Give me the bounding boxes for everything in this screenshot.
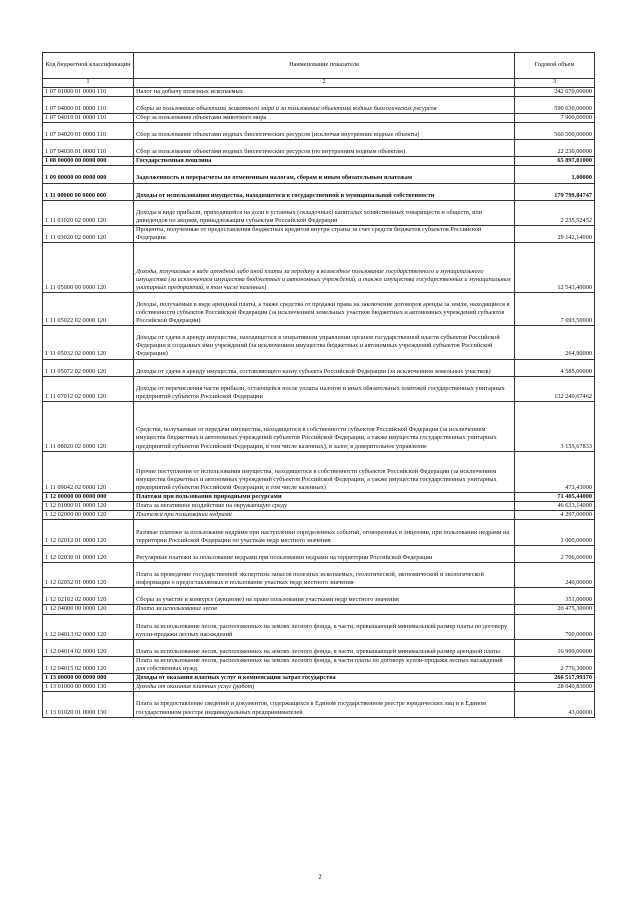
row-code: 1 07 01000 01 0000 110 xyxy=(43,87,134,96)
row-name: Плата за использование лесов, расположенных на землях лесного фонда, в части, превышающей минимальный размер арендной платы xyxy=(134,639,515,656)
row-code: 1 12 04013 02 0000 120 xyxy=(43,614,134,639)
row-amount: 2 706,00000 xyxy=(515,545,595,562)
row-code: 1 11 05000 00 0000 120 xyxy=(43,243,134,293)
column-number-row xyxy=(43,79,595,88)
row-code: 1 07 04010 01 0000 110 xyxy=(43,113,134,122)
row-code: 1 07 04020 01 0000 110 xyxy=(43,122,134,139)
table-row xyxy=(43,614,595,639)
row-code: 1 12 02000 00 0000 120 xyxy=(43,511,134,520)
row-code: 1 11 09042 02 0000 120 xyxy=(43,451,134,493)
row-name: Плата за негативное воздействие на окружающую среду xyxy=(134,502,515,511)
row-name: Государственная пошлина xyxy=(134,157,515,166)
row-amount: 4 297,00000 xyxy=(515,511,595,520)
row-amount: 132 249,67462 xyxy=(515,376,595,401)
row-code: 1 08 00000 00 0000 000 xyxy=(43,157,134,166)
header-code: Код бюджетной классификации xyxy=(43,53,134,79)
row-code: 1 13 01020 01 0000 130 xyxy=(43,692,134,717)
row-amount: 7 693,50000 xyxy=(515,292,595,325)
table-row xyxy=(43,520,595,545)
row-code: 1 13 00000 00 0000 000 xyxy=(43,674,134,683)
row-name: Доходы от перечисления части прибыли, остающейся после уплаты налогов и иных обязательных платежей государственных унитарных предприятий субъектов Российской Федерации xyxy=(134,376,515,401)
table-row xyxy=(43,502,595,511)
row-name: Плата за использование лесов, расположенных на землях лесного фонда, в части платы по договору купли-продажи лесных насаждений для собственных нужд xyxy=(134,656,515,673)
row-name: Платежи при пользовании недрами xyxy=(134,511,515,520)
row-code: 1 12 02012 01 0000 120 xyxy=(43,520,134,545)
table-row xyxy=(43,243,595,293)
row-name: Плата за использование лесов, расположенных на землях лесного фонда, в части, превышающей минимальный размер платы по договору купли-продажи лесных насаждений xyxy=(134,614,515,639)
table-row xyxy=(43,376,595,401)
row-amount: 590 630,00000 xyxy=(515,96,595,113)
row-amount: 473,43000 xyxy=(515,451,595,493)
row-code: 1 12 02102 02 0000 120 xyxy=(43,588,134,605)
table-row xyxy=(43,140,595,157)
table-row xyxy=(43,157,595,166)
row-amount: 1 000,00000 xyxy=(515,520,595,545)
row-code: 1 12 00000 00 0000 000 xyxy=(43,493,134,502)
row-code: 1 12 04014 02 0000 120 xyxy=(43,639,134,656)
row-code: 1 11 05022 02 0000 120 xyxy=(43,292,134,325)
row-code: 1 12 04000 00 0000 120 xyxy=(43,605,134,614)
table-row xyxy=(43,87,595,96)
table-row xyxy=(43,639,595,656)
row-name: Доходы в виде прибыли, приходящейся на доли в уставных (складочных) капиталах хозяйственных товариществ и обществ, или дивидендов по акциям, принадлежащим субъектам Российской Федерации xyxy=(134,200,515,225)
row-amount: 29 142,14000 xyxy=(515,226,595,243)
row-amount: 240,00000 xyxy=(515,562,595,587)
row-amount: 71 405,44000 xyxy=(515,493,595,502)
row-name: Налог на добычу полезных ископаемых xyxy=(134,87,515,96)
row-amount: 46 633,14000 xyxy=(515,502,595,511)
row-name: Доходы, получаемые в виде арендной платы, а также средства от продажи права на заключение договоров аренды за земли, находящиеся в собственности субъектов Российской Федерации (за исключением земельных участков бюджетных и автономных учреждений субъектов Российской Федерации) xyxy=(134,292,515,325)
row-amount: 242 670,00000 xyxy=(515,87,595,96)
row-code: 1 09 00000 00 0000 000 xyxy=(43,166,134,183)
table-row xyxy=(43,113,595,122)
row-name: Прочие поступления от использования имущества, находящегося в собственности субъектов Российской Федерации (за исключением имущества бюджетных и автономных учреждений субъектов Российской Федерации, а также имущества государственных унитарных предприятий субъектов Российской Федерации, в том числе казенных) xyxy=(134,451,515,493)
row-name: Доходы от оказания платных услуг (работ) xyxy=(134,683,515,692)
row-code: 1 11 07012 02 0000 120 xyxy=(43,376,134,401)
row-amount: 2 776,30000 xyxy=(515,656,595,673)
row-amount: 264,90000 xyxy=(515,326,595,359)
row-amount: 3 155,67833 xyxy=(515,402,595,452)
row-code: 1 13 01000 00 0000 130 xyxy=(43,683,134,692)
row-amount: 12 543,40000 xyxy=(515,243,595,293)
table-row xyxy=(43,588,595,605)
table-row xyxy=(43,683,595,692)
table-row xyxy=(43,545,595,562)
table-row xyxy=(43,451,595,493)
table-row xyxy=(43,226,595,243)
column-number: 1 xyxy=(43,79,134,88)
header-name: Наименование показателя xyxy=(134,53,515,79)
row-code: 1 12 01000 01 0000 120 xyxy=(43,502,134,511)
row-name: Доходы от использования имущества, находящегося в государственной и муниципальной собственности xyxy=(134,183,515,200)
row-amount: 1,00000 xyxy=(515,166,595,183)
row-code: 1 11 08020 02 0000 120 xyxy=(43,402,134,452)
table-row xyxy=(43,200,595,225)
table-row xyxy=(43,605,595,614)
row-name: Платежи при пользовании природными ресурсами xyxy=(134,493,515,502)
row-code: 1 11 03020 02 0000 120 xyxy=(43,226,134,243)
row-name: Плата за использование лесов xyxy=(134,605,515,614)
table-row xyxy=(43,122,595,139)
row-name: Плата за предоставление сведений и документов, содержащихся в Едином государственном реестре юридических лиц и в Едином государственном реестре индивидуальных предпринимателей xyxy=(134,692,515,717)
column-number: 2 xyxy=(134,79,515,88)
row-name: Разовые платежи за пользование недрами при наступлении определенных событий, оговоренных в лицензии, при пользовании недрами на территории Российской Федерации по участкам недр местного значения xyxy=(134,520,515,545)
row-name: Регулярные платежи за пользование недрами при пользовании недрами на территории Российской Федерации xyxy=(134,545,515,562)
table-row xyxy=(43,166,595,183)
row-code: 1 11 05032 02 0000 120 xyxy=(43,326,134,359)
table-row xyxy=(43,656,595,673)
budget-revenue-table-page xyxy=(42,52,594,718)
table-row xyxy=(43,511,595,520)
row-name: Средства, получаемые от передачи имущества, находящегося в собственности субъектов Российской Федерации (за исключением имущества бюджетных и автономных учреждений субъектов Российской Федерации, а также имущества государственных унитарных предприятий субъектов Российской Федерации, в том числе казенных), в залог, в доверительное управление xyxy=(134,402,515,452)
row-name: Сборы за пользование объектами животного мира и за пользование объектами водных биологических ресурсов xyxy=(134,96,515,113)
table-row xyxy=(43,359,595,376)
table-row xyxy=(43,493,595,502)
row-code: 1 12 02052 01 0000 120 xyxy=(43,562,134,587)
table-row xyxy=(43,292,595,325)
table-row xyxy=(43,562,595,587)
row-name: Плата за проведение государственной экспертизы запасов полезных ископаемых, геологической, экономической и экологической информации о предоставляемых в пользование участках недр местного значения xyxy=(134,562,515,587)
row-amount: 266 517,99370 xyxy=(515,674,595,683)
row-amount: 179 799,84747 xyxy=(515,183,595,200)
row-name: Доходы, получаемые в виде арендной либо иной платы за передачу в возмездное пользование государственного и муниципального имущества (за исключением имущества бюджетных и автономных учреждений, а также имущества государственных и муниципальных унитарных предприятий, в том числе казенных) xyxy=(134,243,515,293)
budget-revenue-table xyxy=(42,52,595,718)
table-row xyxy=(43,674,595,683)
row-amount: 43,00000 xyxy=(515,692,595,717)
table-header-row xyxy=(43,53,595,79)
row-amount: 2 235,52452 xyxy=(515,200,595,225)
column-number: 3 xyxy=(515,79,595,88)
row-amount: 65 897,01000 xyxy=(515,157,595,166)
row-name: Задолженность и перерасчеты по отмененным налогам, сборам и иным обязательным платежам xyxy=(134,166,515,183)
row-name: Сбор за пользование объектами животного мира xyxy=(134,113,515,122)
row-amount: 16 999,00000 xyxy=(515,639,595,656)
row-amount: 351,00000 xyxy=(515,588,595,605)
row-code: 1 07 04030 01 0000 110 xyxy=(43,140,134,157)
row-name: Проценты, полученные от предоставления бюджетных кредитов внутри страны за счет средств бюджетов субъектов Российской Федерации xyxy=(134,226,515,243)
table-row xyxy=(43,96,595,113)
row-amount: 4 585,00000 xyxy=(515,359,595,376)
row-name: Сборы за участие в конкурсе (аукционе) на право пользования участками недр местного значения xyxy=(134,588,515,605)
row-amount: 20 475,30000 xyxy=(515,605,595,614)
row-amount: 22 230,00000 xyxy=(515,140,595,157)
row-amount: 7 900,00000 xyxy=(515,113,595,122)
row-code: 1 12 04015 02 0000 120 xyxy=(43,656,134,673)
row-amount: 28 040,83000 xyxy=(515,683,595,692)
row-code: 1 07 04000 01 0000 110 xyxy=(43,96,134,113)
row-code: 1 11 01020 02 0000 120 xyxy=(43,200,134,225)
row-name: Сбор за пользование объектами водных биологических ресурсов (исключая внутренние водные объекты) xyxy=(134,122,515,139)
header-amount: Годовой объем xyxy=(515,53,595,79)
row-code: 1 11 00000 00 0000 000 xyxy=(43,183,134,200)
row-amount: 700,00000 xyxy=(515,614,595,639)
row-amount: 560 500,00000 xyxy=(515,122,595,139)
row-code: 1 12 02030 01 0000 120 xyxy=(43,545,134,562)
row-name: Доходы от сдачи в аренду имущества, составляющего казну субъекта Российской Федерации (за исключением земельных участков) xyxy=(134,359,515,376)
table-row xyxy=(43,692,595,717)
row-name: Доходы от сдачи в аренду имущества, находящегося в оперативном управлении органов государственной власти субъектов Российской Федерации и созданных ими учреждений (за исключением имущества бюджетных и автономных учреждений субъектов Российской Федерации) xyxy=(134,326,515,359)
row-name: Сбор за пользование объектами водных биологических ресурсов (по внутренним водным объектам) xyxy=(134,140,515,157)
row-name: Доходы от оказания платных услуг и компенсации затрат государства xyxy=(134,674,515,683)
table-row xyxy=(43,183,595,200)
row-code: 1 11 05072 02 0000 120 xyxy=(43,359,134,376)
table-row xyxy=(43,326,595,359)
table-row xyxy=(43,402,595,452)
page-number: 2 xyxy=(318,873,322,881)
